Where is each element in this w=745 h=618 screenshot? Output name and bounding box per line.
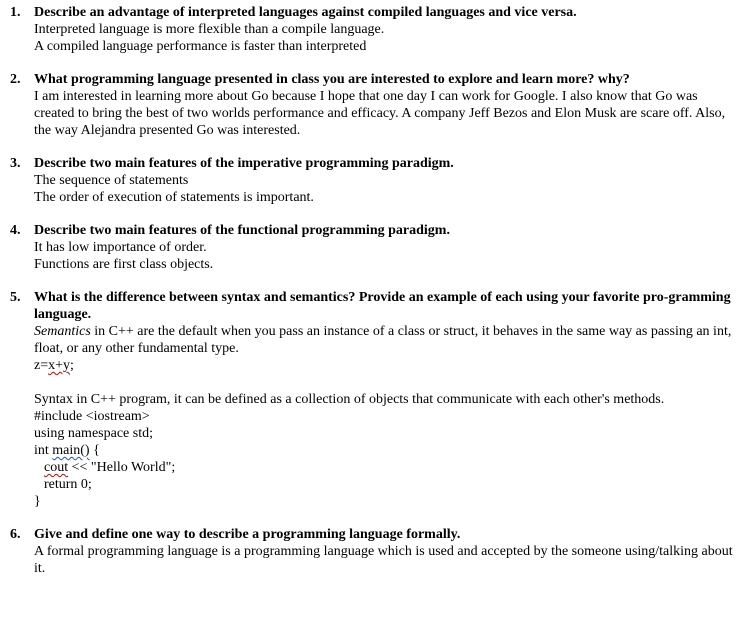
question-number: 4. <box>10 223 21 238</box>
answer-line: Functions are first class objects. <box>34 257 214 272</box>
document <box>0 4 745 593</box>
expression-example <box>34 357 734 374</box>
question-number: 2. <box>10 72 21 87</box>
question-content <box>34 289 734 510</box>
question-text: Describe an advantage of interpreted languages against compiled languages and vice versa. <box>34 5 577 20</box>
semantics-description: in C++ are the default when you pass an instance of a class or struct, it behaves in the same way as passing an int, float, or any other fundamental type. <box>34 324 732 356</box>
question-content <box>34 71 734 139</box>
answer-line: Interpreted language is more flexible than a compile language. <box>34 22 385 37</box>
code-main <box>34 442 734 459</box>
question-text: What programming language presented in class you are interested to explore and learn more? why? <box>34 72 630 87</box>
question-text: Describe two main features of the imperative programming paradigm. <box>34 156 454 171</box>
question-number: 3. <box>10 156 21 171</box>
code-cout-rest: << "Hello World"; <box>68 460 176 475</box>
spellcheck-flagged-text: x+y <box>48 358 71 373</box>
code-close-brace: } <box>34 494 41 509</box>
question-content <box>34 155 734 206</box>
question-number: 1. <box>10 5 21 20</box>
question-item-4 <box>0 222 745 273</box>
question-text: Describe two main features of the functional programming paradigm. <box>34 223 450 238</box>
answer-paragraph: A formal programming language is a programming language which is used and accepted by the someone using/talking about it. <box>34 544 733 576</box>
answer-paragraph: I am interested in learning more about Go because I hope that one day I can work for Google. I also know that Go was created to bring the best of two worlds performance and efficacy. A company Jeff Bezos and Elon Musk are scare off. Also, the way Alejandra presented Go was interested. <box>34 89 726 138</box>
question-item-3 <box>0 155 745 206</box>
code-return: return 0; <box>44 477 92 492</box>
code-include: #include <iostream> <box>34 409 150 424</box>
semantics-paragraph <box>34 323 734 357</box>
code-cout <box>34 459 734 476</box>
question-item-1 <box>0 4 745 55</box>
blank-line <box>34 374 734 391</box>
answer-line: It has low importance of order. <box>34 240 207 255</box>
answer-line: A compiled language performance is faster than interpreted <box>34 39 367 54</box>
question-item-5 <box>0 289 745 510</box>
question-content <box>34 526 734 577</box>
question-text: What is the difference between syntax and semantics? Provide an example of each using your favorite pro-gramming language. <box>34 290 731 322</box>
question-item-6 <box>0 526 745 577</box>
syntax-paragraph: Syntax in C++ program, it can be defined as a collection of objects that communicate with each other's methods. <box>34 392 665 407</box>
expression-prefix: z= <box>34 358 49 373</box>
code-main-prefix: int <box>34 443 53 458</box>
answer-line: The sequence of statements <box>34 173 189 188</box>
grammar-flagged-text: main() <box>52 443 90 458</box>
question-content <box>34 222 734 273</box>
spellcheck-flagged-text: cout <box>44 460 69 475</box>
question-text: Give and define one way to describe a programming language formally. <box>34 527 461 542</box>
question-number: 5. <box>10 290 21 305</box>
question-content <box>34 4 734 55</box>
code-using: using namespace std; <box>34 426 153 441</box>
answer-line: The order of execution of statements is important. <box>34 190 314 205</box>
semantics-term: Semantics <box>34 324 91 339</box>
question-item-2 <box>0 71 745 139</box>
expression-suffix: ; <box>70 358 74 373</box>
question-number: 6. <box>10 527 21 542</box>
code-main-suffix: { <box>89 443 100 458</box>
